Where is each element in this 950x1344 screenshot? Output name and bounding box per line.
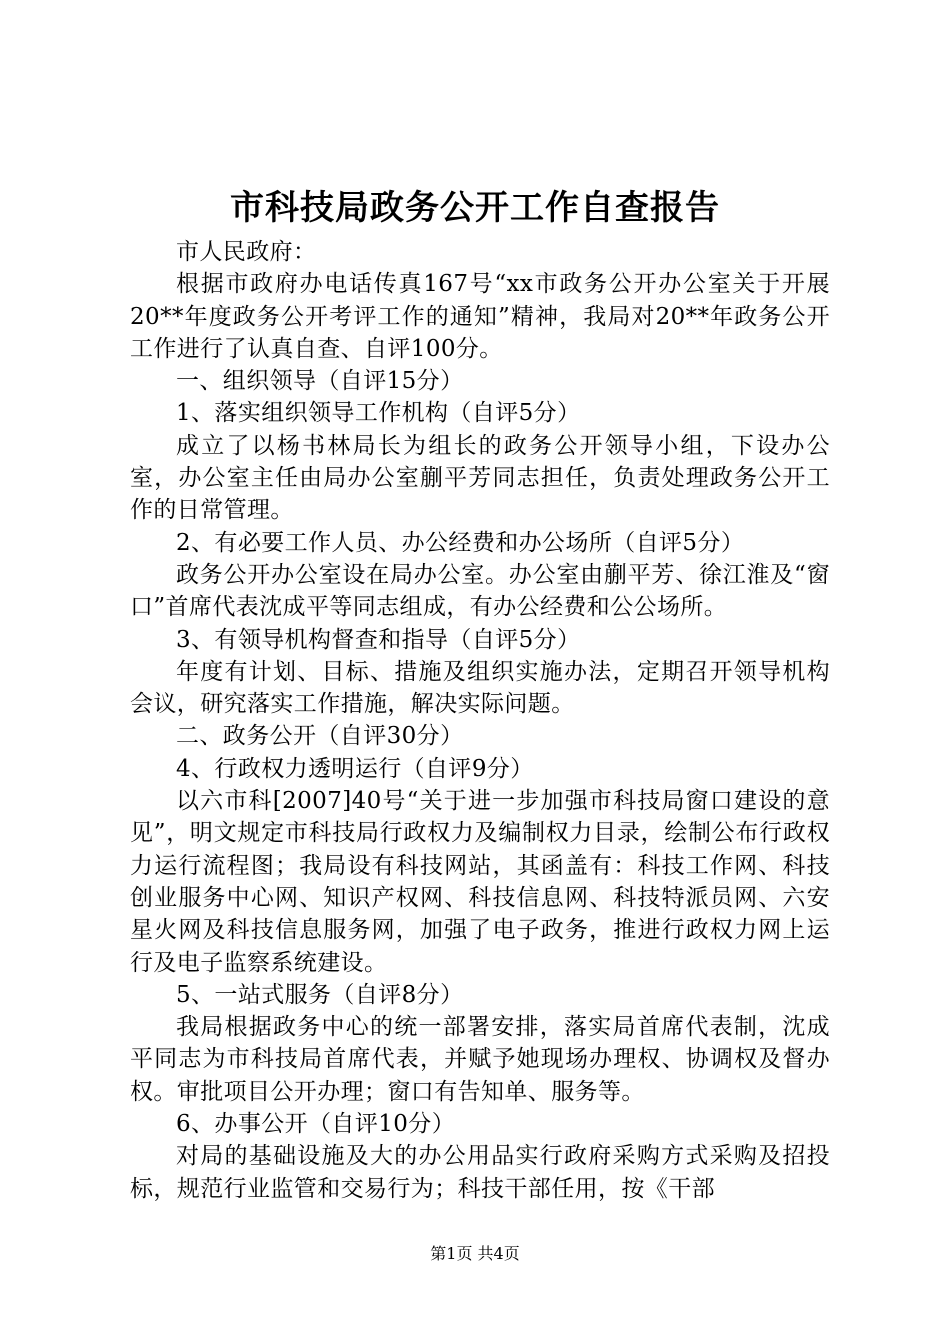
paragraph: 对局的基础设施及大的办公用品实行政府采购方式采购及招投标，规范行业监管和交易行为；科技干部任用，按《干部 [130,1143,830,1202]
subsection-heading: 1、落实组织领导工作机构（自评5分） [176,400,581,427]
subsection-heading: 6、办事公开（自评10分） [176,1111,456,1138]
subsection-heading: 4、行政权力透明运行（自评9分） [176,755,534,782]
paragraph: 成立了以杨书林局长为组长的政务公开领导小组，下设办公室，办公室主任由局办公室蒯平芳同志担任，负责处理政务公开工作的日常管理。 [130,432,830,524]
paragraph: 政务公开办公室设在局办公室。办公室由蒯平芳、徐江淮及“窗口”首席代表沈成平等同志组成，有办公经费和公公场所。 [130,561,830,621]
paragraph: 我局根据政务中心的统一部署安排，落实局首席代表制，沈成平同志为市科技局首席代表，并赋予她现场办理权、协调权及督办权。审批项目公开办理；窗口有告知单、服务等。 [130,1014,830,1105]
document-title: 市科技局政务公开工作自查报告 [230,188,720,228]
section-heading: 一、组织领导（自评15分） [176,368,464,395]
paragraph: 以六市科[2007]40号“关于进一步加强市科技局窗口建设的意见”，明文规定市科技局行政权力及编制权力目录，绘制公布行政权力运行流程图；我局设有科技网站，其函盖有：科技工作网、科技创业服务中心网、知识产权网、科技信息网、科技特派员网、六安星火网及科技信息服务网，加强了电子政务，推进行政权力网上运行及电子监察系统建设。 [130,788,830,976]
subsection-heading: 2、有必要工作人员、办公经费和办公场所（自评5分） [176,529,745,556]
salutation: 市人民政府： [176,239,317,265]
paragraph: 根据市政府办电话传真167号“xx市政务公开办公室关于开展20**年度政务公开考评工作的通知”精神，我局对20**年政务公开工作进行了认真自查、自评100分。 [130,271,830,362]
subsection-heading: 5、一站式服务（自评8分） [176,981,464,1008]
document-body [130,236,830,1205]
section-heading: 二、政务公开（自评30分） [176,723,464,750]
subsection-heading: 3、有领导机构督查和指导（自评5分） [176,626,581,653]
page-footer: 第1页 共4页 [430,1244,520,1263]
paragraph: 年度有计划、目标、措施及组织实施办法，定期召开领导机构会议，研究落实工作措施，解决实际问题。 [130,658,830,718]
